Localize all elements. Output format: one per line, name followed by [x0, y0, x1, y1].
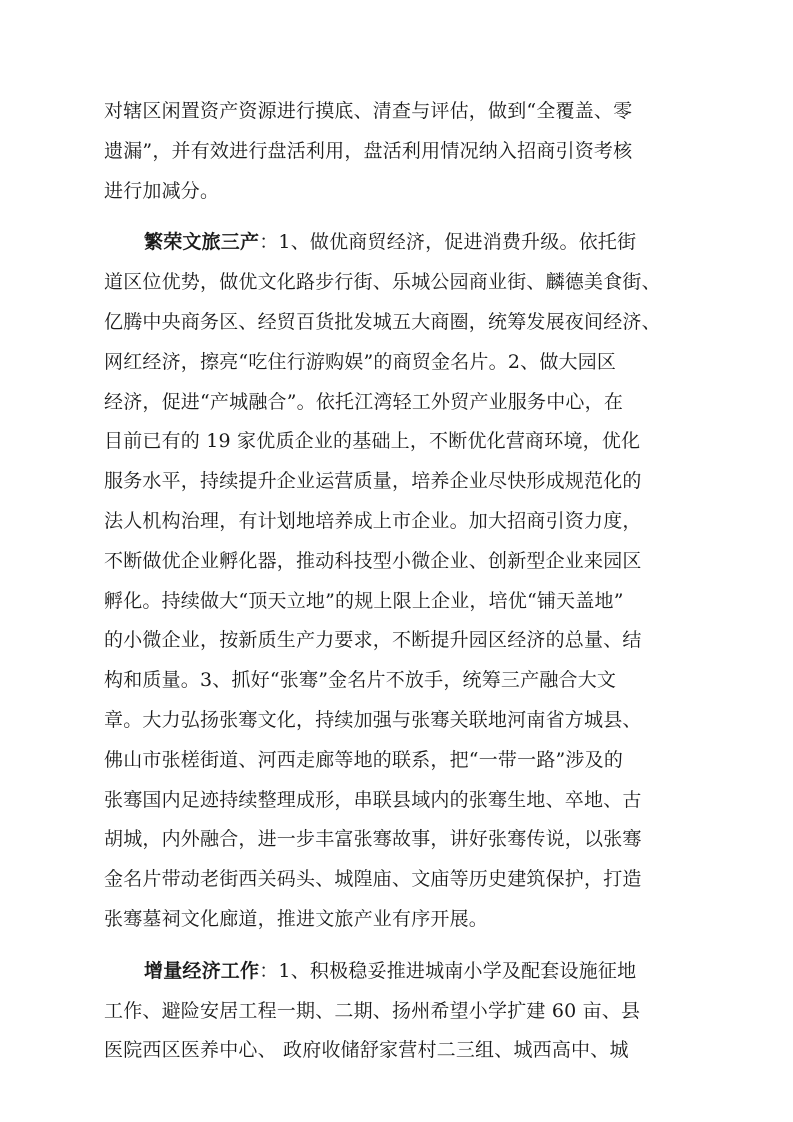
- text-line: 遗漏”，并有效进行盘活利用，盘活利用情况纳入招商引资考核: [104, 139, 633, 162]
- text-line: 胡城，内外融合，进一步丰富张骞故事，讲好张骞传说，以张骞: [104, 828, 642, 851]
- text-line: 目前已有的 19 家优质企业的基础上，不断优化营商环境，优化: [104, 430, 641, 453]
- text-line: 道区位优势，做优文化路步行街、乐城公园商业街、麟德美食街、: [104, 271, 661, 294]
- text-line: 构和质量。3、抓好“张骞”金名片不放手，统筹三产融合大文: [104, 669, 617, 692]
- text-line: 不断做优企业孵化器，推动科技型小微企业、创新型企业来园区: [104, 549, 642, 572]
- text-line: 服务水平，持续提升企业运营质量，培养企业尽快形成规范化的: [104, 470, 642, 493]
- document-body: [104, 92, 692, 1071]
- text-line: 佛山市张槎街道、河西走廊等地的联系，把“一带一路”涉及的: [104, 748, 624, 771]
- text-line: 网红经济，擦亮“吃住行游购娱”的商贸金名片。2、做大园区: [104, 350, 617, 373]
- paragraph-first-line: [104, 223, 692, 263]
- text-span: ：1、做优商贸经济，促进消费升级。依托街: [259, 231, 637, 254]
- section-heading-culture: 繁荣文旅三产: [144, 231, 260, 254]
- section-heading-growth: 增量经济工作: [144, 959, 260, 982]
- text-line: 张骞墓祠文化廊道，推进文旅产业有序开展。: [104, 907, 489, 930]
- text-line: 的小微企业，按新质生产力要求，不断提升园区经济的总量、结: [104, 629, 642, 652]
- text-line: 医院西区医养中心、 政府收储舒家营村二三组、城西高中、城: [104, 1039, 629, 1062]
- text-line: 对辖区闲置资产资源进行摸底、清查与评估，做到“全覆盖、零: [104, 100, 633, 122]
- text-line: 张骞国内足迹持续整理成形，串联县域内的张骞生地、卒地、古: [104, 788, 642, 811]
- text-span: ：1、积极稳妥推进城南小学及配套设施征地: [259, 959, 637, 982]
- paragraph-first-line: [104, 952, 692, 992]
- text-line: 章。大力弘扬张骞文化，持续加强与张骞关联地河南省方城县、: [104, 708, 642, 731]
- text-line: 进行加减分。: [104, 179, 220, 202]
- text-line: 亿腾中央商务区、经贸百货批发城五大商圈，统筹发展夜间经济、: [104, 310, 661, 333]
- text-line: 金名片带动老街西关码头、城隍庙、文庙等历史建筑保护，打造: [104, 868, 642, 891]
- growth-economy-paragraph: [104, 952, 692, 1071]
- culture-tourism-paragraph: [104, 223, 692, 939]
- text-line: 工作、避险安居工程一期、二期、扬州希望小学扩建 60 亩、县: [104, 999, 641, 1022]
- text-line: 经济，促进“产城融合”。依托江湾轻工外贸产业服务中心，在: [104, 390, 624, 413]
- text-line: 法人机构治理，有计划地培养成上市企业。加大招商引资力度，: [104, 509, 642, 532]
- intro-paragraph: [104, 92, 692, 211]
- text-line: 孵化。持续做大“顶天立地”的规上限上企业，培优“铺天盖地”: [104, 589, 624, 612]
